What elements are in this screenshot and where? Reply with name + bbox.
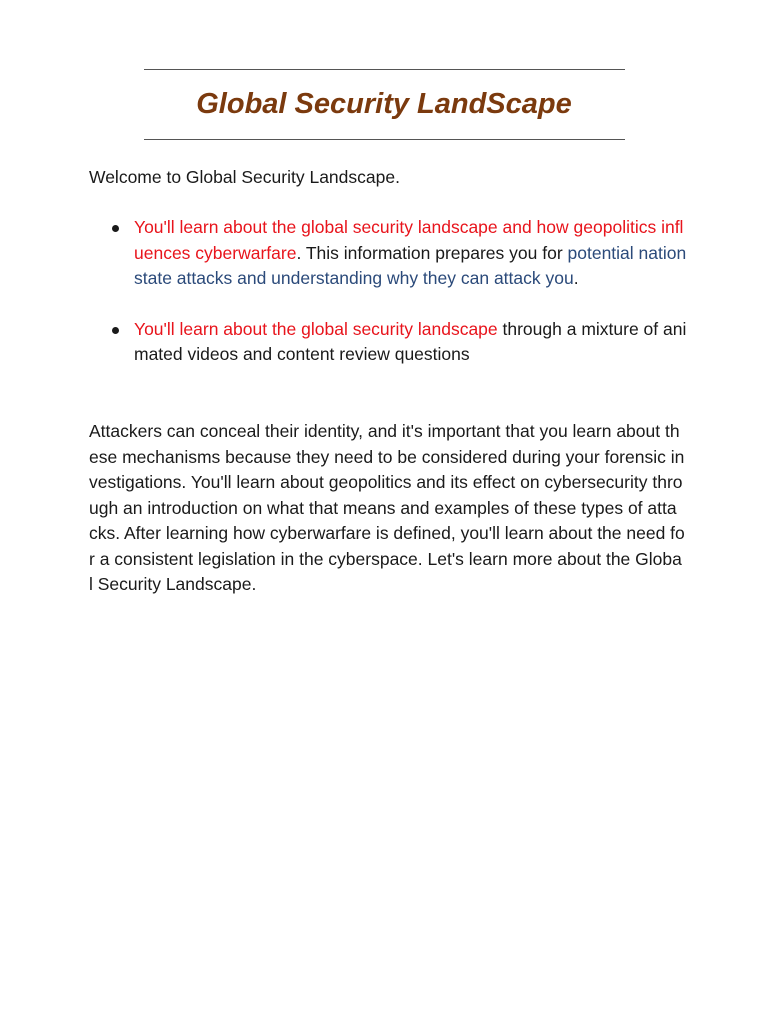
bullet-item-1: [89, 215, 689, 292]
bullet-2-text: through a mixture of animated videos and content review questions: [134, 318, 687, 364]
title-top-rule: [144, 69, 625, 70]
bullet-1-text: . This information prepares you for: [296, 242, 568, 263]
bullet-dot-icon: [112, 327, 119, 334]
bullet-1-end: .: [573, 268, 579, 288]
bullet-item-2: [89, 317, 689, 368]
title-bottom-rule: [144, 139, 625, 140]
bullet-list: [89, 215, 689, 368]
bullet-1-highlight-blue: potential nation state attacks and understanding why they can attack you: [134, 242, 687, 288]
bullet-2-highlight-red: You'll learn about the global security landscape: [134, 318, 498, 339]
welcome-text: Welcome to Global Security Landscape.: [89, 167, 400, 187]
bullet-dot-icon: [112, 225, 119, 232]
body-paragraph: Attackers can conceal their identity, and it's important that you learn about these mechanisms because they need to be considered during your forensic investigations. You'll learn about geopolitics and its effect on cybersecurity through an introduction on what that means and examples of these types of attacks. After learning how cyberwarfare is defined, you'll learn about the need for a consistent legislation in the cyberspace. Let's learn more about the Global Security Landscape.: [89, 421, 685, 594]
bullet-1-highlight-red: You'll learn about the global security landscape and how geopolitics influences cyberwarfare: [134, 217, 684, 263]
page-title: Global Security LandScape: [196, 88, 572, 120]
